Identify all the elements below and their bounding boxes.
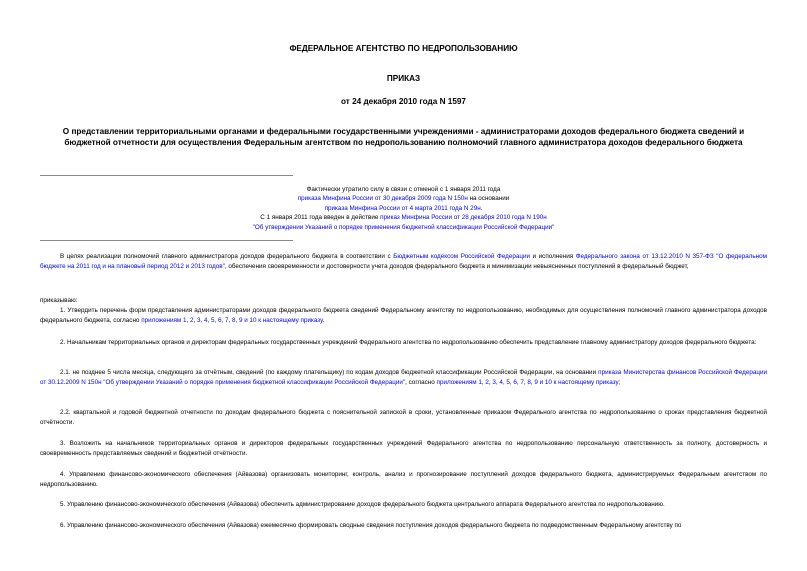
status-link-order-190n[interactable]: приказ Минфина России от 28 декабря 2010 года N 190н bbox=[380, 214, 547, 222]
link-minfin-order-150n[interactable]: приказа Министерства финансов Российской Федерации от 30.12.2009 N 150н "Об утверждении Указаний о порядке применения бюджетной классификации Российской Федерации" bbox=[40, 369, 767, 386]
paragraph-order: приказываю: bbox=[40, 297, 78, 304]
order-heading: ПРИКАЗ bbox=[386, 74, 421, 83]
paragraph-5: 5. Управлению финансово-экономического обеспечения (Айвазова) обеспечить администрирование доходов федерального бюджета центрального аппарата Федерального агентства по недропользованию. bbox=[60, 501, 665, 508]
divider-bottom bbox=[40, 240, 293, 241]
paragraph-3: 3. Возложить на начальников территориальных органов и директоров федеральных государственных учреждений Федерального агентства по недропользованию персональную ответственность за полноту, достоверность и своевременность представляемых сведений и бюджетной отчётности. bbox=[40, 440, 767, 457]
link-appendices[interactable]: приложениям 1, 2, 3, 4, 5, 6, 7, 8, 9 и 10 к настоящему приказу bbox=[141, 317, 323, 324]
status-link-budget-classification[interactable]: "Об утверждении Указаний о порядке применения бюджетной классификации Российской Федерации" bbox=[252, 223, 555, 231]
status-line-5 bbox=[150, 223, 657, 232]
divider-top bbox=[40, 175, 293, 176]
order-date: от 24 декабря 2010 года N 1597 bbox=[341, 97, 466, 106]
status-link-order-150n[interactable]: приказа Минфина России от 30 декабря 2009 года N 150н bbox=[297, 195, 468, 203]
paragraph-4: 4. Управлению финансово-экономического обеспечения (Айвазова) организовать мониторинг, контроль, анализ и прогнозирование поступлений доходов федерального бюджета, администрируемых Федеральным агентством по недропользованию. bbox=[40, 471, 767, 488]
status-note bbox=[150, 185, 657, 232]
status-line-1: Фактически утратило силу в связи с отменой с 1 января 2011 года bbox=[306, 186, 501, 193]
document-title: О представлении территориальными органами и федеральными государственными учреждениями - администраторами доходов федерального бюджета сведений и бюджетной отчетности для осуществления Федеральным агентством по недропользованию полномочий главного администратора доходов федерального бюджета bbox=[62, 127, 745, 147]
paragraph-1: 1. Утвердить перечень форм представления администраторами доходов федерального бюджета сведений Федеральному агентству по недропользованию, необходимых для осуществления полномочий главного администратора доходов федерального бюджета, согласно приложениям 1, 2, 3, 4, 5, 6, 7, 8, 9 и 10 к настоящему приказу. bbox=[40, 307, 767, 324]
status-link-order-29n[interactable]: приказа Минфина России от 4 марта 2011 года N 29н bbox=[324, 204, 481, 212]
paragraph-2: 2. Начальникам территориальных органов и директорам федеральных государственных учреждений Федерального агентства по недропользованию обеспечить представление главному администратору доходов федерального бюджета: bbox=[60, 339, 757, 346]
status-line-3: приказа Минфина России от 4 марта 2011 года N 29н. bbox=[324, 204, 483, 212]
link-federal-law-357[interactable]: Федерального закона от 13.12.2010 N 357-ФЗ "О федеральном бюджете на 2011 год и на плановый период 2012 и 2013 годов" bbox=[40, 253, 767, 270]
link-budget-code[interactable]: Бюджетным кодексом Российской Федерации bbox=[393, 253, 530, 260]
status-line-4: С 1 января 2011 года введен в действие приказ Минфина России от 28 декабря 2010 года N 190н bbox=[260, 214, 547, 222]
agency-title: ФЕДЕРАЛЬНОЕ АГЕНТСТВО ПО НЕДРОПОЛЬЗОВАНИЮ bbox=[289, 44, 518, 53]
link-appendices-2[interactable]: приложениям 1, 2, 3, 4, 5, 6, 7, 8, 9 и 10 к настоящему приказу bbox=[436, 379, 619, 386]
paragraph-2-1: 2.1. не позднее 5 числа месяца, следующего за отчётным, сведений (по каждому плательщику) по кодам доходов бюджетной классификации Российской Федерации, на основании приказа Министерства финансов Российской Федерации от 30.12.2009 N 150н "Об утверждении Указаний о порядке применения бюджетной классификации Российской Федерации", согласно приложениям 1, 2, 3, 4, 5, 6, 7, 8, 9 и 10 к настоящему приказу; bbox=[40, 369, 767, 386]
paragraph-2-2: 2.2. квартальной и годовой бюджетной отчетности по доходам федерального бюджета с пояснительной запиской в сроки, установленные приказом Федерального агентства по недропользованию о сроках представления бюджетной отчётности. bbox=[40, 409, 767, 426]
paragraph-6: 6. Управлению финансово-экономического обеспечения (Айвазова) ежемесячно формировать сводные сведения поступления доходов федерального бюджета по подведомственным Федеральному агентству по bbox=[60, 522, 682, 529]
paragraph-preamble: В целях реализации полномочий главного администратора доходов федерального бюджета в соответствии с Бюджетным кодексом Российской Федерации и исполнения Федерального закона от 13.12.2010 N 357-ФЗ "О федеральном бюджете на 2011 год и на плановый период 2012 и 2013 годов", обеспечения своевременности и достоверности учета доходов федерального бюджета и минимизации невыясненных поступлений в федеральный бюджет, bbox=[40, 253, 767, 270]
status-line-2: приказа Минфина России от 30 декабря 2009 года N 150н на основании bbox=[297, 195, 510, 203]
